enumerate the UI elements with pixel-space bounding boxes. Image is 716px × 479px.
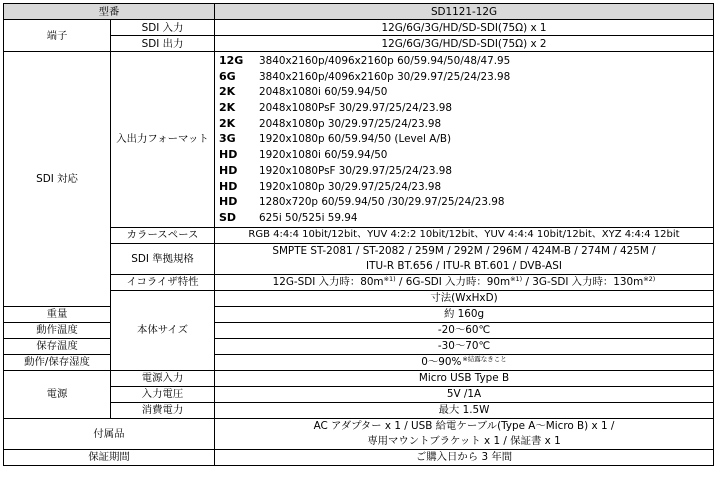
consumption-row: [4, 402, 714, 418]
body-group-label: 本体サイズ: [111, 290, 215, 370]
standards-line-1: SMPTE ST-2081 / ST-2082 / 259M / 292M / 296M / 424M-B / 274M / 425M /: [272, 245, 656, 258]
warranty-row: [4, 449, 714, 465]
format-value: 1280x720p 60/59.94/50 /30/29.97/25/24/23.98: [259, 196, 505, 209]
power-input-label: 電源入力: [111, 370, 215, 386]
size-row: [4, 290, 714, 306]
humidity-row: [4, 354, 714, 370]
format-value: 2048x1080p 30/29.97/25/24/23.98: [259, 117, 442, 130]
sdi-input-row: [4, 20, 714, 36]
format-item: [219, 147, 713, 163]
format-value: 1920x1080p 60/59.94/50 (Level A/B): [259, 133, 452, 146]
storage-temp-row: [4, 338, 714, 354]
storage-temp-label: 保存温度: [4, 338, 111, 354]
humidity-value: [215, 354, 714, 370]
accessories-value: [215, 418, 714, 449]
format-item: [219, 131, 713, 147]
format-value: 1920x1080p 30/29.97/25/24/23.98: [259, 180, 442, 193]
standards-label: SDI 準拠規格: [111, 243, 215, 274]
colorspace-row: [4, 227, 714, 243]
standards-row: [4, 243, 714, 274]
sdi-output-value: 12G/6G/3G/HD/SD-SDI(75Ω) x 2: [215, 36, 714, 52]
storage-temp-value: -30～70℃: [215, 338, 714, 354]
format-code: HD: [219, 179, 238, 193]
format-item: [219, 53, 713, 69]
operating-temp-value: -20～60℃: [215, 322, 714, 338]
format-label: 入出力フォーマット: [111, 52, 215, 228]
warranty-value: ご購入日から 3 年間: [215, 449, 714, 465]
format-value: 3840x2160p/4096x2160p 60/59.94/50/48/47.95: [259, 55, 511, 67]
format-row: [4, 52, 714, 228]
format-code: 2K: [219, 101, 236, 115]
model-label: 型番: [4, 4, 215, 20]
size-label: 寸法(WxHxD): [215, 290, 714, 306]
voltage-row: [4, 386, 714, 402]
humidity-label: 動作/保存湿度: [4, 354, 111, 370]
format-code: 6G: [219, 69, 236, 83]
consumption-label: 消費電力: [111, 402, 215, 418]
format-item: [219, 69, 713, 85]
equalizer-note-1: ※1): [383, 275, 396, 284]
standards-value: [215, 243, 714, 274]
sdi-output-label: SDI 出力: [111, 36, 215, 52]
consumption-value: 最大 1.5W: [215, 402, 714, 418]
format-list: [215, 52, 714, 228]
model-number: SD1121-12G: [215, 4, 714, 20]
format-value: 1920x1080i 60/59.94/50: [259, 149, 388, 162]
format-item: [219, 116, 713, 132]
format-value: 2048x1080PsF 30/29.97/25/24/23.98: [259, 102, 452, 115]
format-item: [219, 194, 713, 210]
format-item: [219, 100, 713, 116]
weight-value: 約 160g: [215, 306, 714, 322]
format-value: 625i 50/525i 59.94: [259, 211, 358, 224]
sdi-group-label: SDI 対応: [4, 52, 111, 307]
terminal-group-label: 端子: [4, 20, 111, 52]
equalizer-label: イコライザ特性: [111, 274, 215, 290]
equalizer-12g: 12G-SDI 入力時：80m: [272, 276, 384, 289]
weight-row: [4, 306, 714, 322]
voltage-value: 5V /1A: [215, 386, 714, 402]
standards-line-2: ITU-R BT.656 / ITU-R BT.601 / DVB-ASI: [366, 259, 562, 272]
sdi-input-value: 12G/6G/3G/HD/SD-SDI(75Ω) x 1: [215, 20, 714, 36]
accessories-row: [4, 418, 714, 449]
header-row: [4, 4, 714, 20]
equalizer-note-3: ※2): [643, 275, 656, 284]
weight-label: 重量: [4, 306, 111, 322]
humidity-text: 0～90%: [421, 356, 462, 369]
accessories-line-1: AC アダプター x 1 / USB 給電ケーブル(Type A～Micro B) x 1 /: [313, 420, 615, 433]
format-code: 2K: [219, 116, 236, 130]
format-item: [219, 179, 713, 195]
format-value: 3840x2160p/4096x2160p 30/29.97/25/24/23.98: [259, 70, 511, 83]
colorspace-value: RGB 4:4:4 10bit/12bit、YUV 4:2:2 10bit/12bit、YUV 4:4:4 10bit/12bit、XYZ 4:4:4 12bit: [215, 227, 714, 243]
format-code: 12G: [219, 54, 244, 67]
format-code: 3G: [219, 132, 236, 146]
spec-table: [3, 3, 714, 466]
equalizer-value: [215, 274, 714, 290]
format-code: HD: [219, 163, 238, 177]
power-group-label: 電源: [4, 370, 111, 418]
sdi-input-label: SDI 入力: [111, 20, 215, 36]
power-input-row: [4, 370, 714, 386]
colorspace-label: カラースペース: [111, 227, 215, 243]
format-value: 1920x1080PsF 30/29.97/25/24/23.98: [259, 164, 452, 177]
format-code: 2K: [219, 85, 236, 99]
format-code: SD: [219, 210, 237, 224]
operating-temp-label: 動作温度: [4, 322, 111, 338]
format-item: [219, 84, 713, 100]
equalizer-row: [4, 274, 714, 290]
format-item: [219, 210, 713, 226]
warranty-label: 保証期間: [4, 449, 215, 465]
format-value: 2048x1080i 60/59.94/50: [259, 86, 388, 99]
format-code: HD: [219, 148, 238, 162]
power-input-value: Micro USB Type B: [215, 370, 714, 386]
equalizer-3g: / 3G-SDI 入力時：130m: [522, 276, 644, 289]
format-item: [219, 163, 713, 179]
format-code: HD: [219, 195, 238, 209]
accessories-label: 付属品: [4, 418, 215, 449]
voltage-label: 入力電圧: [111, 386, 215, 402]
equalizer-6g: / 6G-SDI 入力時：90m: [395, 276, 511, 289]
sdi-output-row: [4, 36, 714, 52]
humidity-note: ※結露なきこと: [462, 355, 507, 364]
operating-temp-row: [4, 322, 714, 338]
accessories-line-2: 専用マウントブラケット x 1 / 保証書 x 1: [367, 434, 561, 447]
equalizer-note-2: ※1): [510, 275, 523, 284]
